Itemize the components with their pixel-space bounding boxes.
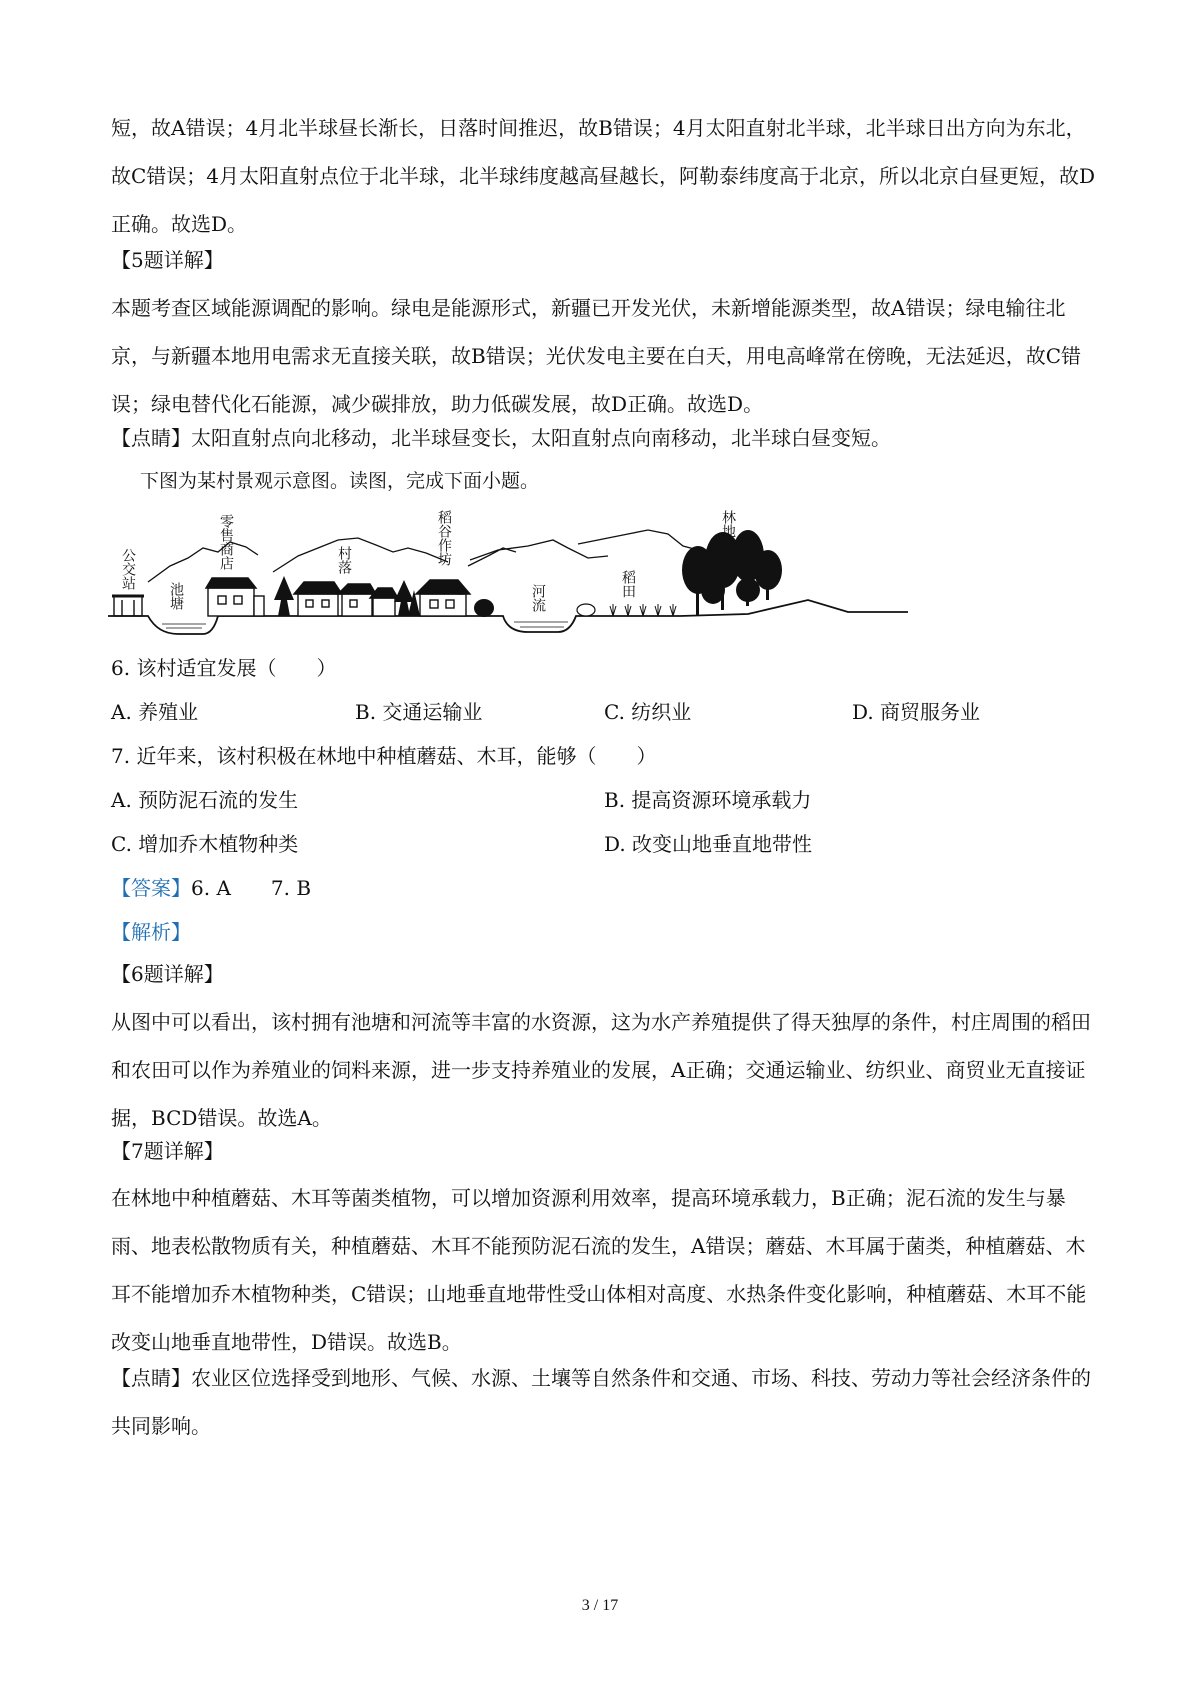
forest-trees	[682, 530, 782, 615]
analysis-label: 【解析】	[111, 920, 191, 944]
answer-label: 【答案】	[111, 876, 191, 900]
q6-option-a: A. 养殖业	[111, 700, 199, 724]
bus-stop-shelter	[112, 596, 144, 616]
q6-detail-paragraph: 从图中可以看出，该村拥有池塘和河流等丰富的水资源，这为水产养殖提供了得天独厚的条件，村庄周围的稻田和农田可以作为养殖业的饲料来源，进一步支持养殖业的发展，A正确；交通运输业、纺织业、商贸业无直接证据，BCD错误。故选A。	[111, 1010, 1091, 1130]
q6-option-c: C. 纺织业	[604, 700, 692, 724]
answer-line	[111, 872, 1101, 901]
question-6-stem: 6. 该村适宜发展（ ）	[111, 656, 337, 680]
q7-detail-heading: 【7题详解】	[111, 1139, 224, 1163]
tip-2: 【点睛】农业区位选择受到地形、气候、水源、土壤等自然条件和交通、市场、科技、劳动力等社会经济条件的共同影响。	[111, 1366, 1091, 1438]
q7-option-c: C. 增加乔木植物种类	[111, 832, 299, 856]
q7-option-d: D. 改变山地垂直地带性	[604, 832, 813, 856]
label-village: 村落	[336, 546, 352, 574]
label-bus-stop: 公交站	[120, 548, 136, 590]
intro-paragraph: 短，故A错误；4月北半球昼长渐长，日落时间推迟，故B错误；4月太阳直射北半球，北半球日出方向为东北，故C错误；4月太阳直射点位于北半球，北半球纬度越高昼越长，阿勒泰纬度高于北京，所以北京白昼更短，故D正确。故选D。	[111, 116, 1096, 236]
village-landscape-figure	[108, 500, 908, 645]
answer-text: 6. A 7. B	[191, 876, 312, 900]
label-forest: 林地	[720, 510, 736, 538]
label-shop: 零售商店	[218, 514, 234, 570]
q7-option-a: A. 预防泥石流的发生	[111, 788, 299, 812]
q5-detail-paragraph: 本题考查区域能源调配的影响。绿电是能源形式，新疆已开发光伏，未新增能源类型，故A错误；绿电输往北京，与新疆本地用电需求无直接关联，故B错误；光伏发电主要在白天，用电高峰常在傍晚，无法延迟，故C错误；绿电替代化石能源，减少碳排放，助力低碳发展，故D正确。故选D。	[111, 296, 1081, 416]
label-paddy: 稻田	[620, 570, 636, 598]
q6-option-b: B. 交通运输业	[355, 700, 483, 724]
label-pond: 池塘	[168, 582, 184, 610]
label-river: 河流	[530, 584, 546, 612]
q6-detail-heading: 【6题详解】	[111, 962, 224, 986]
q7-detail-paragraph: 在林地中种植蘑菇、木耳等菌类植物，可以增加资源利用效率，提高环境承载力，B正确；泥石流的发生与暴雨、地表松散物质有关，种植蘑菇、木耳不能预防泥石流的发生，A错误；蘑菇、木耳属于菌类，种植蘑菇、木耳不能增加乔木植物种类，C错误；山地垂直地带性受山体相对高度、水热条件变化影响，种植蘑菇、木耳不能改变山地垂直地带性，D错误。故选B。	[111, 1186, 1087, 1354]
figure-intro: 下图为某村景观示意图。读图，完成下面小题。	[140, 470, 540, 492]
village-houses	[206, 578, 470, 616]
q6-option-d: D. 商贸服务业	[852, 700, 981, 724]
q5-detail-heading: 【5题详解】	[111, 248, 224, 272]
tip-1: 【点睛】太阳直射点向北移动，北半球昼变长，太阳直射点向南移动，北半球白昼变短。	[111, 426, 891, 450]
q7-option-b: B. 提高资源环境承载力	[604, 788, 812, 812]
question-7-stem: 7. 近年来，该村积极在林地中种植蘑菇、木耳，能够（ ）	[111, 744, 657, 768]
label-mill: 稻谷作坊	[436, 510, 452, 566]
paddy-plants	[610, 604, 676, 616]
page-number: 3 / 17	[581, 1597, 619, 1614]
